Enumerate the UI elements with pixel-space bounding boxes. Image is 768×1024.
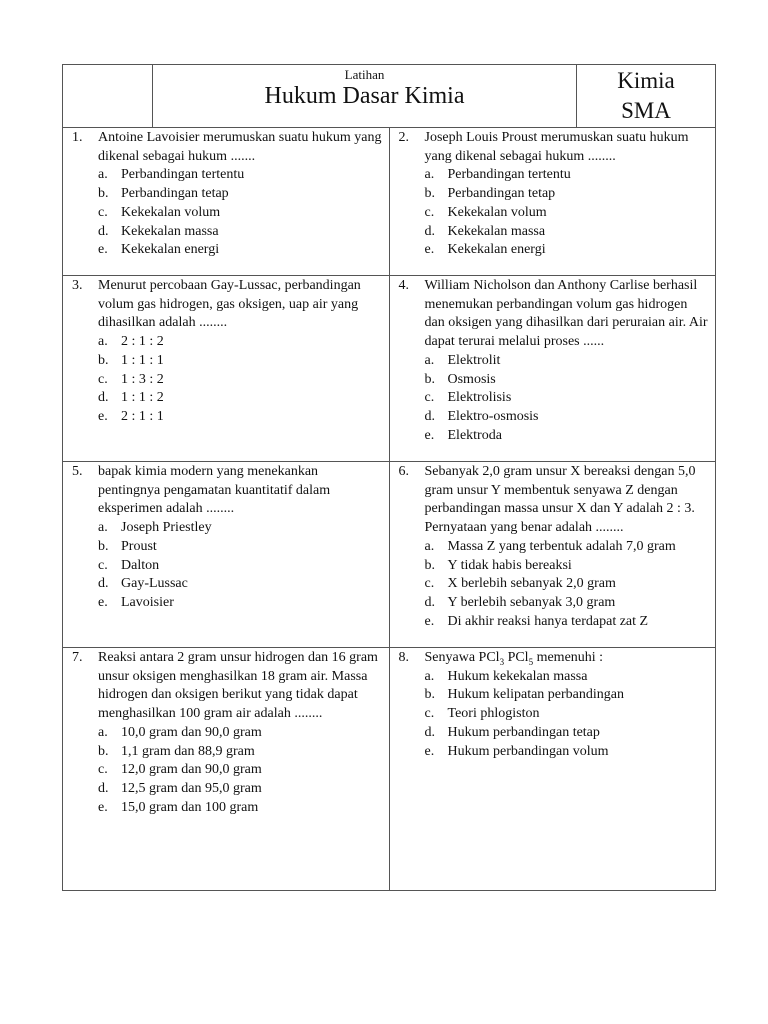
option-text: 1 : 3 : 2	[121, 371, 164, 387]
option-letter: a.	[424, 167, 435, 183]
option-c[interactable]	[425, 705, 710, 724]
option-letter: c.	[98, 557, 108, 573]
option-d[interactable]	[425, 724, 710, 743]
question-number: 3.	[72, 278, 83, 293]
option-a[interactable]	[425, 538, 710, 557]
option-text: Kekekalan massa	[447, 223, 546, 239]
question-number: 1.	[72, 130, 83, 145]
option-letter: a.	[98, 520, 108, 536]
question-4	[389, 276, 716, 462]
worksheet-subtitle: Latihan	[344, 67, 385, 82]
option-d[interactable]	[425, 408, 710, 427]
option-b[interactable]	[425, 686, 710, 705]
question-text: Antoine Lavoisier merumuskan suatu hukum yang dikenal sebagai hukum .......	[98, 130, 382, 164]
question-1	[63, 128, 390, 276]
option-b[interactable]	[425, 371, 710, 390]
question-text: William Nicholson dan Anthony Carlise berhasil menemukan perbandingan volum gas hidrogen dan oksigen yang dihasilkan dari peruraian air. Air dapat terurai melalui proses ......	[424, 278, 708, 350]
worksheet-title: Hukum Dasar Kimia	[264, 83, 465, 109]
option-text: Hukum perbandingan volum	[447, 743, 609, 759]
option-letter: c.	[98, 762, 108, 778]
option-d[interactable]	[98, 389, 383, 408]
header-table	[62, 64, 716, 128]
option-letter: b.	[98, 743, 109, 759]
subscript-3: 3	[499, 656, 505, 667]
option-text: 1 : 1 : 2	[121, 390, 164, 406]
option-d[interactable]	[98, 575, 383, 594]
option-text: 1 : 1 : 1	[121, 352, 164, 368]
option-letter: d.	[424, 594, 435, 610]
option-text: Kekekalan energi	[121, 242, 220, 258]
question-number: 2.	[398, 130, 409, 145]
option-c[interactable]	[98, 204, 383, 223]
option-text: Hukum kelipatan perbandingan	[447, 687, 625, 703]
option-text: Perbandingan tertentu	[447, 167, 571, 183]
option-text: Hukum perbandingan tetap	[447, 724, 600, 740]
option-letter: d.	[98, 780, 109, 796]
option-list	[425, 538, 710, 632]
option-text: Kekekalan massa	[121, 223, 219, 239]
header-subject-cell	[577, 65, 716, 128]
option-b[interactable]	[98, 352, 383, 371]
worksheet	[62, 64, 716, 891]
option-text: Proust	[121, 538, 157, 554]
option-letter: d.	[98, 223, 109, 239]
option-e[interactable]	[98, 594, 383, 613]
option-letter: b.	[424, 186, 435, 202]
question-number: 6.	[398, 464, 409, 479]
question-text-suffix: memenuhi :	[533, 650, 604, 665]
questions-table	[62, 127, 716, 891]
option-list	[98, 333, 383, 427]
question-text-prefix: Senyawa PCl	[424, 650, 500, 665]
option-text: Y berlebih sebanyak 3,0 gram	[447, 594, 616, 610]
option-letter: e.	[424, 242, 435, 258]
option-letter: d.	[424, 408, 435, 424]
option-list	[425, 166, 710, 260]
question-number: 7.	[72, 650, 83, 665]
option-c[interactable]	[98, 557, 383, 576]
option-list	[98, 519, 383, 613]
option-letter: d.	[424, 223, 435, 239]
option-letter: a.	[424, 352, 435, 368]
option-text: 10,0 gram dan 90,0 gram	[121, 724, 262, 740]
option-text: Elektro-osmosis	[447, 408, 539, 424]
option-c[interactable]	[98, 371, 383, 390]
question-3	[63, 276, 390, 462]
option-b[interactable]	[425, 557, 710, 576]
option-text: Elektrolit	[447, 352, 501, 368]
option-d[interactable]	[425, 223, 710, 242]
option-a[interactable]	[425, 352, 710, 371]
option-text: Di akhir reaksi hanya terdapat zat Z	[447, 613, 649, 629]
option-letter: e.	[98, 242, 108, 258]
option-b[interactable]	[425, 185, 710, 204]
option-text: Perbandingan tetap	[447, 186, 556, 202]
option-text: Perbandingan tertentu	[121, 167, 245, 183]
option-letter: e.	[424, 427, 435, 443]
option-e[interactable]	[425, 427, 710, 446]
option-letter: e.	[424, 613, 435, 629]
option-letter: a.	[424, 538, 435, 554]
option-text: Hukum kekekalan massa	[447, 668, 588, 684]
option-letter: a.	[424, 668, 435, 684]
option-c[interactable]	[425, 204, 710, 223]
option-text: X berlebih sebanyak 2,0 gram	[447, 576, 616, 592]
option-e[interactable]	[98, 241, 383, 260]
option-a[interactable]	[98, 724, 383, 743]
question-text-mid: PCl	[504, 650, 529, 665]
option-letter: b.	[98, 538, 109, 554]
option-text: Gay-Lussac	[121, 576, 188, 592]
subscript-5: 5	[528, 656, 534, 667]
option-text: 12,0 gram dan 90,0 gram	[121, 762, 262, 778]
option-text: Massa Z yang terbentuk adalah 7,0 gram	[447, 538, 676, 554]
option-d[interactable]	[425, 594, 710, 613]
option-text: Kekekalan volum	[447, 204, 547, 220]
option-e[interactable]	[425, 613, 710, 632]
option-text: Teori phlogiston	[447, 706, 540, 722]
option-letter: a.	[98, 167, 108, 183]
option-letter: b.	[424, 557, 435, 573]
option-e[interactable]	[425, 743, 710, 762]
option-text: Joseph Priestley	[121, 520, 212, 536]
option-letter: e.	[424, 743, 435, 759]
option-letter: c.	[424, 204, 435, 220]
option-text: Dalton	[121, 557, 160, 573]
option-letter: a.	[98, 724, 108, 740]
option-list	[98, 166, 383, 260]
question-text: Menurut percobaan Gay-Lussac, perbandingan volum gas hidrogen, gas oksigen, uap air yang dihasilkan adalah ........	[98, 278, 361, 331]
question-number: 8.	[398, 650, 409, 665]
option-d[interactable]	[98, 223, 383, 242]
question-7	[63, 648, 390, 891]
option-letter: a.	[98, 334, 108, 350]
option-e[interactable]	[98, 408, 383, 427]
option-list	[425, 352, 710, 446]
option-text: Elektroda	[447, 427, 502, 443]
option-letter: c.	[424, 706, 435, 722]
option-a[interactable]	[98, 519, 383, 538]
option-letter: e.	[98, 594, 108, 610]
subject-level: SMA	[621, 98, 671, 123]
question-text	[425, 649, 710, 668]
option-list	[98, 724, 383, 818]
option-d[interactable]	[98, 780, 383, 799]
header-title-cell	[153, 65, 577, 128]
option-b[interactable]	[98, 185, 383, 204]
question-2	[389, 128, 716, 276]
option-text: 12,5 gram dan 95,0 gram	[121, 780, 262, 796]
option-letter: c.	[424, 576, 435, 592]
option-letter: b.	[424, 371, 435, 387]
option-b[interactable]	[98, 743, 383, 762]
question-text: Sebanyak 2,0 gram unsur X bereaksi dengan 5,0 gram unsur Y membentuk senyawa Z dengan perbandingan massa unsur X dan Y adalah 2 : 3. Pernyataan yang benar adalah ........	[424, 464, 696, 536]
option-letter: d.	[98, 576, 109, 592]
option-letter: c.	[98, 204, 108, 220]
option-letter: c.	[424, 390, 435, 406]
option-text: Kekekalan energi	[447, 242, 546, 258]
option-e[interactable]	[425, 241, 710, 260]
option-e[interactable]	[98, 799, 383, 818]
option-letter: d.	[98, 390, 109, 406]
option-a[interactable]	[425, 166, 710, 185]
question-number: 5.	[72, 464, 83, 479]
question-text: bapak kimia modern yang menekankan pentingnya pengamatan kuantitatif dalam eksperimen adalah ........	[98, 464, 331, 517]
question-number: 4.	[398, 278, 409, 293]
question-5	[63, 462, 390, 648]
option-text: Perbandingan tetap	[121, 186, 229, 202]
option-letter: d.	[424, 724, 435, 740]
option-text: Y tidak habis bereaksi	[447, 557, 572, 573]
option-b[interactable]	[98, 538, 383, 557]
question-8	[389, 648, 716, 891]
option-a[interactable]	[425, 668, 710, 687]
question-6	[389, 462, 716, 648]
option-text: 1,1 gram dan 88,9 gram	[121, 743, 255, 759]
option-a[interactable]	[98, 333, 383, 352]
subject-name: Kimia	[617, 68, 675, 93]
option-letter: e.	[98, 799, 108, 815]
option-text: Osmosis	[447, 371, 496, 387]
option-letter: e.	[98, 408, 108, 424]
option-text: 2 : 1 : 1	[121, 408, 164, 424]
option-c[interactable]	[425, 389, 710, 408]
option-c[interactable]	[425, 575, 710, 594]
option-letter: b.	[98, 186, 109, 202]
option-text: Lavoisier	[121, 594, 174, 610]
option-text: 2 : 1 : 2	[121, 334, 164, 350]
option-letter: c.	[98, 371, 108, 387]
option-text: Kekekalan volum	[121, 204, 221, 220]
question-text: Reaksi antara 2 gram unsur hidrogen dan 16 gram unsur oksigen menghasilkan 18 gram air. Massa hidrogen dan oksigen berikut yang tidak dapat menghasilkan 100 gram air adalah ........	[98, 650, 378, 722]
option-letter: b.	[424, 687, 435, 703]
option-c[interactable]	[98, 761, 383, 780]
header-blank-cell	[63, 65, 153, 128]
option-list	[425, 668, 710, 762]
option-text: 15,0 gram dan 100 gram	[121, 799, 259, 815]
question-text: Joseph Louis Proust merumuskan suatu hukum yang dikenal sebagai hukum ........	[424, 130, 689, 164]
option-text: Elektrolisis	[447, 390, 512, 406]
option-a[interactable]	[98, 166, 383, 185]
option-letter: b.	[98, 352, 109, 368]
